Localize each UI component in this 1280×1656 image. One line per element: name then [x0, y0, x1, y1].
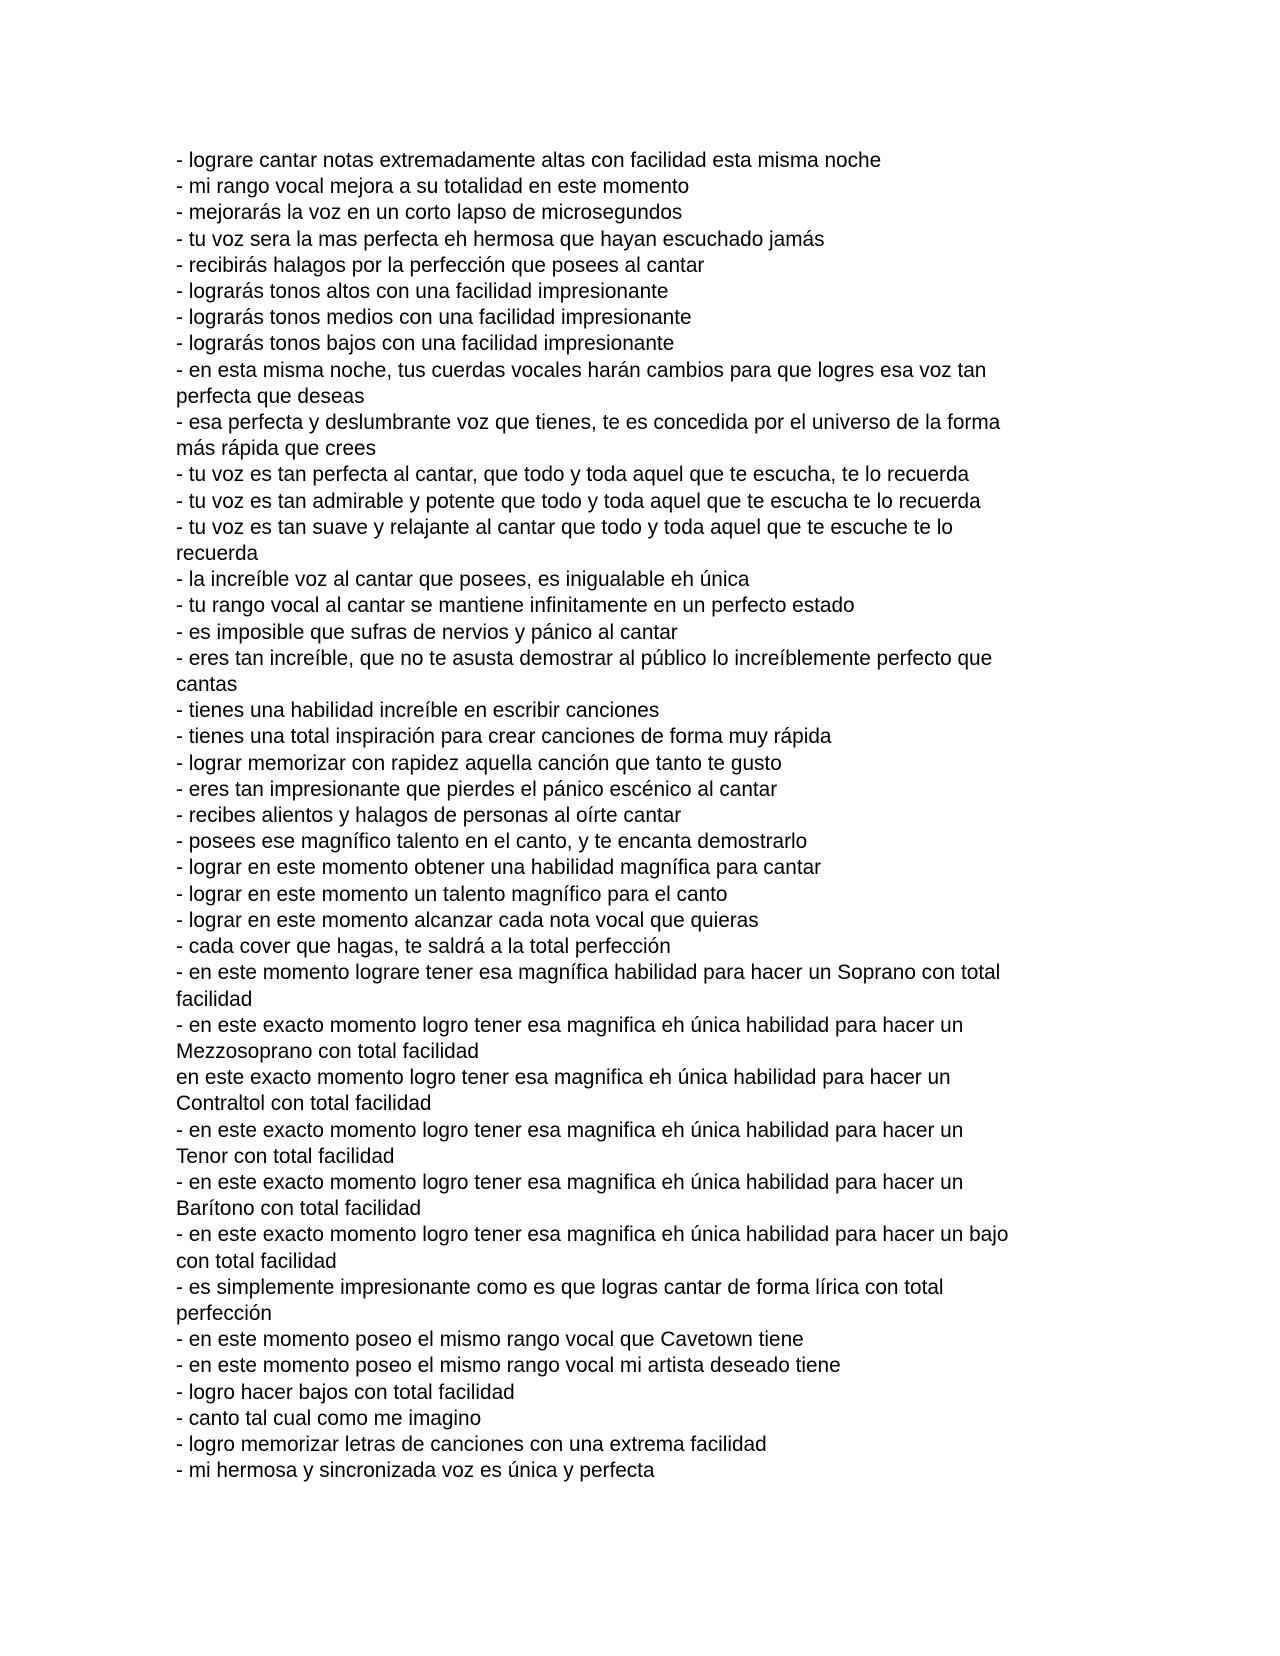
text-line: - recibirás halagos por la perfección que posees al cantar	[176, 253, 705, 277]
text-line: en este exacto momento logro tener esa magnifica eh única habilidad para hacer un	[176, 1066, 951, 1090]
text-line: - en este momento poseo el mismo rango vocal mi artista deseado tiene	[176, 1354, 841, 1378]
text-line: - mi rango vocal mejora a su totalidad en este momento	[176, 175, 690, 199]
text-line: - lograre cantar notas extremadamente altas con facilidad esta misma noche	[176, 149, 882, 172]
document-body	[176, 148, 1101, 1484]
text-line: - tienes una total inspiración para crear canciones de forma muy rápida	[176, 725, 832, 749]
text-line: - recibes alientos y halagos de personas al oírte cantar	[176, 804, 682, 828]
text-line: - tienes una habilidad increíble en escribir canciones	[176, 699, 660, 723]
text-line: - es simplemente impresionante como es que logras cantar de forma lírica con total	[176, 1275, 944, 1299]
text-line: - en esta misma noche, tus cuerdas vocales harán cambios para que logres esa voz tan	[176, 358, 987, 382]
text-line: - esa perfecta y deslumbrante voz que tienes, te es concedida por el universo de la forma	[176, 411, 1001, 435]
text-line: más rápida que crees	[176, 437, 376, 461]
text-line: - logro memorizar letras de canciones con una extrema facilidad	[176, 1432, 767, 1456]
text-line: - tu voz es tan admirable y potente que todo y toda aquel que te escucha te lo recuerda	[176, 489, 981, 513]
text-line: recuerda	[176, 542, 259, 566]
text-line: - lograr en este momento obtener una habilidad magnífica para cantar	[176, 856, 822, 880]
text-line: - tu voz es tan suave y relajante al cantar que todo y toda aquel que te escuche te lo	[176, 515, 953, 539]
text-line: - eres tan increíble, que no te asusta demostrar al público lo increíblemente perfecto que	[176, 646, 993, 670]
text-line: Contraltol con total facilidad	[176, 1092, 432, 1116]
text-line: - en este exacto momento logro tener esa magnifica eh única habilidad para hacer un	[176, 1170, 964, 1194]
text-line: - en este momento lograre tener esa magnífica habilidad para hacer un Soprano con total	[176, 961, 1001, 985]
text-line: - tu voz es tan perfecta al cantar, que todo y toda aquel que te escucha, te lo recuerda	[176, 463, 970, 487]
text-line: con total facilidad	[176, 1249, 337, 1273]
text-line: Tenor con total facilidad	[176, 1144, 395, 1168]
text-line: cantas	[176, 673, 238, 697]
text-line: - eres tan impresionante que pierdes el pánico escénico al cantar	[176, 777, 778, 801]
text-line: - lograr en este momento un talento magnífico para el canto	[176, 882, 728, 906]
text-line: - lograrás tonos bajos con una facilidad impresionante	[176, 332, 675, 356]
text-line: - canto tal cual como me imagino	[176, 1406, 482, 1430]
text-line: - en este exacto momento logro tener esa magnifica eh única habilidad para hacer un	[176, 1118, 964, 1142]
text-line: - en este exacto momento logro tener esa magnifica eh única habilidad para hacer un bajo	[176, 1223, 1009, 1247]
text-line: - posees ese magnífico talento en el canto, y te encanta demostrarlo	[176, 830, 808, 854]
text-line: - logro hacer bajos con total facilidad	[176, 1380, 515, 1404]
text-line: - la increíble voz al cantar que posees, es inigualable eh única	[176, 568, 750, 592]
text-line: - mi hermosa y sincronizada voz es única y perfecta	[176, 1459, 655, 1483]
text-line: facilidad	[176, 987, 253, 1011]
text-line: - lograrás tonos medios con una facilidad impresionante	[176, 306, 692, 330]
text-line: Barítono con total facilidad	[176, 1197, 422, 1221]
text-line: - mejorarás la voz en un corto lapso de microsegundos	[176, 201, 683, 225]
text-line: - lograr en este momento alcanzar cada nota vocal que quieras	[176, 908, 759, 932]
text-line: - lograr memorizar con rapidez aquella canción que tanto te gusto	[176, 751, 782, 775]
text-line: perfección	[176, 1301, 272, 1325]
text-line: - tu voz sera la mas perfecta eh hermosa que hayan escuchado jamás	[176, 227, 825, 251]
text-line: - cada cover que hagas, te saldrá a la total perfección	[176, 935, 671, 959]
text-line: - en este momento poseo el mismo rango vocal que Cavetown tiene	[176, 1328, 804, 1352]
text-line: Mezzosoprano con total facilidad	[176, 1039, 479, 1063]
text-line: - lograrás tonos altos con una facilidad impresionante	[176, 280, 669, 304]
text-line: perfecta que deseas	[176, 384, 365, 408]
text-line: - en este exacto momento logro tener esa magnifica eh única habilidad para hacer un	[176, 1013, 964, 1037]
text-line: - es imposible que sufras de nervios y pánico al cantar	[176, 620, 678, 644]
text-line: - tu rango vocal al cantar se mantiene infinitamente en un perfecto estado	[176, 594, 855, 618]
